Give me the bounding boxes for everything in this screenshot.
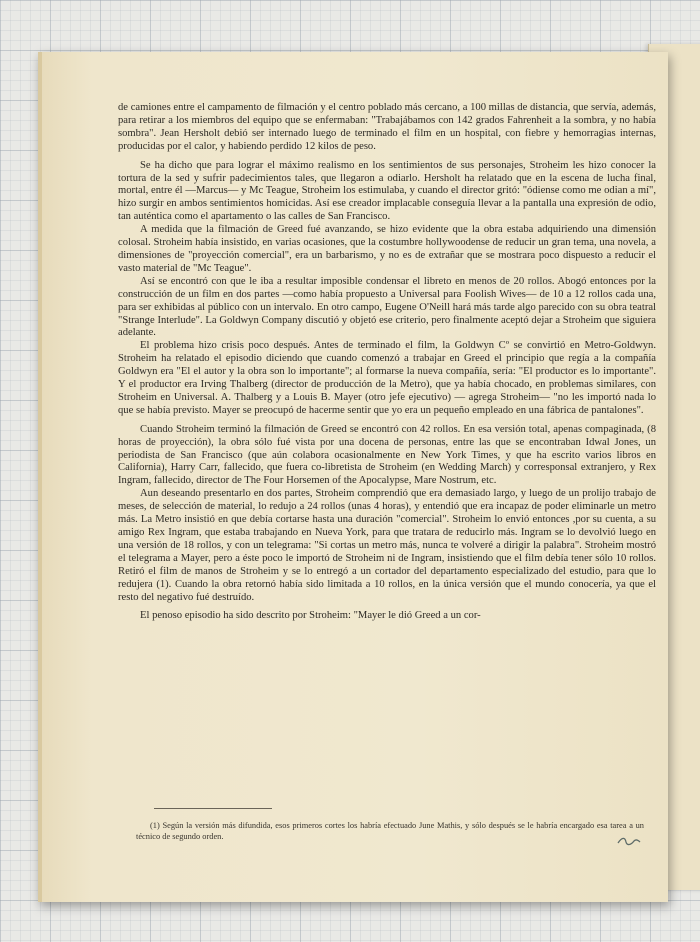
paragraph-8: El penoso episodio ha sido descrito por Stroheim: "Mayer le dió Greed a un cor- [140,610,481,622]
paragraph-3: A medida que la filmación de Greed fué avanzando, se hizo evidente que la obra estaba adquiriendo una dimensión colosal. Stroheim había insistido, en varias ocasiones, que la costumbre hollywoodense de reducir un gran tema, una novela, a dimensiones de "proyección comercial", era un barbarismo, y no es de extrañar que se mostrara poco dispuesto a reducir el vasto material de "Mc Teague". [118,224,656,274]
footnote-rule [154,808,272,809]
footnote [136,820,644,842]
pencil-mark-icon [616,834,642,848]
body-text [118,102,656,623]
paragraph-4: Así se encontró con que le iba a resultar imposible condensar el libreto en menos de 20 rollos. Abogó entonces por la construcción de un film en dos partes —como había propuesto a Universal para Foolish Wives— de 10 a 12 rollos cada una, para ser exhibidas al público con un intervalo. En otro campo, Eugene O'Neill hará más tarde algo parecido con su obra teatral "Strange Interlude". La Goldwyn Company discutió y objetó ese criterio, pero finalmente aceptó dejar a Stroheim que siguiera adelante. [118,275,656,339]
paragraph-6: Cuando Stroheim terminó la filmación de Greed se encontró con 42 rollos. En esa versión total, apenas compaginada, (8 horas de proyección), la obra sólo fué vista por una docena de personas, entre las que se encontraban Idwal Jones, un periodista de San Francisco (que aún colabora ocasionalmente en New York Times, y que ha escrito varios libros en California), Harry Carr, fallecido, que fuera co-libretista de Stroheim (en Wedding March) y corresponsal extranjero, y Rex Ingram, fallecido, director de The Four Horsemen of the Apocalypse, Mare Nostrum, etc. [118,423,656,487]
paragraph-5: El problema hizo crisis poco después. Antes de terminado el film, la Goldwyn Cº se convirtió en Metro-Goldwyn. Stroheim ha relatado el episodio diciendo que cuando comenzó a trabajar en Greed el principio que regía a la compañía Goldwyn era "El el autor y la obra son lo importante"; al formarse la nueva compañía, sería: "El productor es lo importante". Y el productor era Irving Thalberg (director de producción de la Metro), que ya había chocado, en problemas similares, con Stroheim en Universal. A. Thalberg y a Louis B. Mayer (otro jefe ejecutivo) — agrega Stroheim— "no les importó nada lo que se había previsto. Mayer se preocupó de hacerme sentir que yo era un pequeño empleado en una fábrica de pantalones". [118,340,656,416]
book-page [38,52,668,902]
paragraph-1: de camiones entre el campamento de filmación y el centro poblado más cercano, a 100 millas de distancia, que servía, además, para retirar a los miembros del equipo que se enfermaban: "Trabajábamos con 142 grados Fahrenheit a la sombra, y no había sombra". Jean Hersholt debió ser internado luego de terminado el film en un hospital, con fiebre y hemorragias internas, producidas por el calor, y habiendo perdido 12 kilos de peso. [118,102,656,152]
paragraph-7: Aun deseando presentarlo en dos partes, Stroheim comprendió que era demasiado largo, y luego de un prolijo trabajo de meses, de selección de material, lo redujo a 24 rollos (unas 4 horas), y entendió que era incapaz de poder eliminarle un metro más. La Metro insistió en que debía cortarse hasta una duración "comercial". Stroheim lo envió entonces ,por su cuenta, a su amigo Rex Ingram, que estaba trabajando en Nueva York, para que tratara de reducirlo más. Ingram se lo devolvió luego en una versión de 18 rollos, y con un telegrama: "Si cortas un metro más, nunca te volveré a dirigir la palabra". Stroheim mostró el telegrama a Mayer, pero a éste poco le importó de Stroheim ni de Ingram, insistiendo que el film debía tener sólo 10 rollos. Retiró el film de manos de Stroheim y se lo entregó a un cortador del departamento especializado del estudio, para que lo redujera (1). Cuando la obra retornó había sido limitada a 10 rollos, en la única versión que el mundo conocería, ya que el resto del negativo fué destruído. [118,488,656,603]
footnote-text: (1) Según la versión más difundida, esos primeros cortes los habría efectuado June Mathis, y sólo después se le habría encargado esa tarea a un técnico de segundo orden. [136,821,644,841]
paragraph-2: Se ha dicho que para lograr el máximo realismo en los sentimientos de sus personajes, Stroheim les hizo conocer la tortura de la sed y sufrir padecimientos tales, que llegaron a odiarlo. Hersholt ha relatado que en la escena de lucha final, mortal, entre él —Marcus— y Mc Teague, Stroheim los estimulaba, y cuando el director gritó: "ódiense como me odian a mí", hizo surgir en ambos sentimientos homicidas. Así ese creador implacable conseguía llevar a la pantalla una expresión de odio, tan auténtica como el apartamento o las calles de San Francisco. [118,159,656,223]
